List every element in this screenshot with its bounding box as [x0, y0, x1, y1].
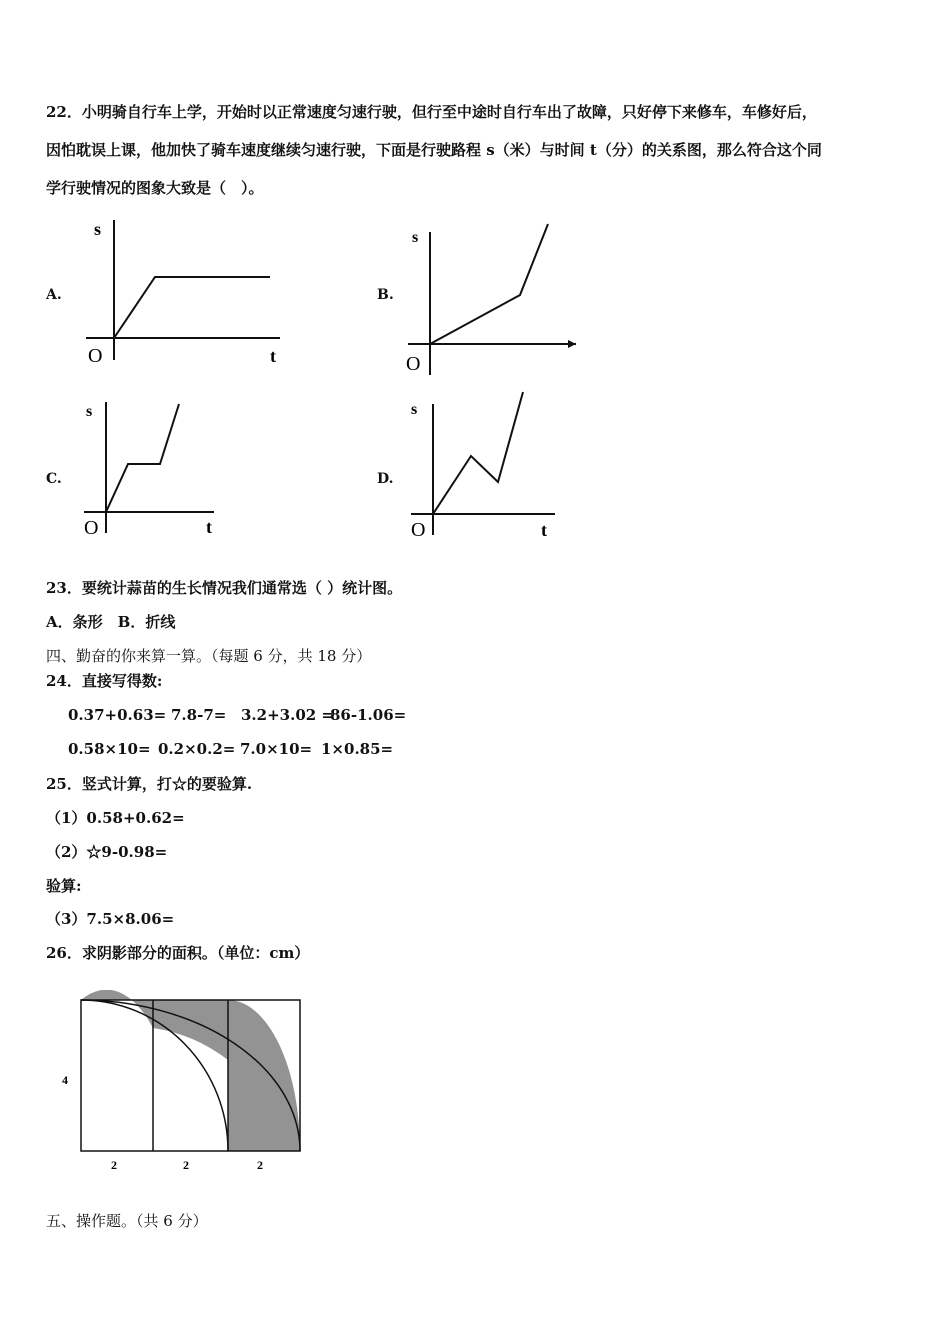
graph-a-line [114, 277, 270, 338]
q25-item-3: （3）7.5×8.06= [46, 910, 175, 928]
q25-item-1: （1）0.58+0.62= [46, 809, 185, 827]
x-axis-label: t [206, 517, 212, 537]
q24-row-2 [68, 739, 393, 759]
shaded-region-1 [81, 990, 153, 1028]
y-axis-label: s [411, 401, 418, 418]
calc-item: 3.2+3.02 = [241, 706, 334, 724]
q26-text: 26．求阴影部分的面积。（单位：cm） [46, 944, 310, 962]
origin-label: O [411, 519, 426, 540]
width-label: 2 [183, 1158, 189, 1172]
q22-line-2: 因怕耽误上课，他加快了骑车速度继续匀速行驶，下面是行驶路程 s（米）与时间 t（分）的关系图，那么符合这个同 [46, 141, 822, 159]
option-c-label: C. [46, 471, 62, 487]
option-a-label: A. [46, 287, 62, 303]
origin-label: O [88, 345, 103, 367]
x-axis-label: t [270, 346, 276, 366]
y-axis-label: s [412, 229, 419, 246]
q23-options: A．条形 B．折线 [46, 613, 176, 631]
graph-c-line [106, 404, 179, 512]
graph-c [80, 398, 225, 538]
q25-verify-label: 验算: [46, 877, 82, 895]
height-label: 4 [62, 1073, 68, 1087]
q24-row-1 [68, 705, 406, 725]
calc-item: 86-1.06= [330, 706, 407, 724]
option-b-label: B. [377, 287, 394, 303]
calc-item: 0.2×0.2= [158, 740, 236, 758]
graph-b [398, 220, 583, 380]
width-label: 2 [257, 1158, 263, 1172]
y-axis-label: s [94, 219, 102, 239]
x-axis-arrow-icon [568, 340, 576, 348]
q25-item-2: （2）☆9-0.98= [46, 843, 168, 861]
x-axis-label: t [541, 520, 547, 540]
origin-label: O [406, 353, 421, 375]
option-d-label: D. [377, 471, 394, 487]
calc-item: 7.8-7= [171, 706, 227, 724]
graph-a [80, 210, 290, 370]
shaded-region-3 [228, 1000, 300, 1151]
q22-line-3: 学行驶情况的图象大致是（ ）。 [46, 179, 264, 197]
section-4-title: 四、勤奋的你来算一算。（每题 6 分，共 18 分） [46, 647, 372, 665]
y-axis-label: s [86, 403, 93, 420]
calc-item: 7.0×10= [240, 740, 313, 758]
section-5-title: 五、操作题。（共 6 分） [46, 1212, 208, 1230]
graph-d-line [433, 392, 523, 514]
shaded-area-figure [55, 990, 315, 1180]
graph-d [405, 390, 560, 540]
calc-item: 1×0.85= [321, 740, 394, 758]
origin-label: O [84, 517, 99, 538]
width-label: 2 [111, 1158, 117, 1172]
q23-text: 23．要统计蒜苗的生长情况我们通常选（ ）统计图。 [46, 579, 403, 597]
calc-item: 0.58×10= [68, 740, 151, 758]
graph-b-line [430, 224, 548, 344]
q25-text: 25．竖式计算，打☆的要验算. [46, 775, 253, 793]
calc-item: 0.37+0.63= [68, 706, 167, 724]
q22-line-1: 22．小明骑自行车上学，开始时以正常速度匀速行驶，但行至中途时自行车出了故障，只好停下来修车，车修好后， [46, 103, 817, 121]
q24-text: 24．直接写得数: [46, 672, 163, 690]
